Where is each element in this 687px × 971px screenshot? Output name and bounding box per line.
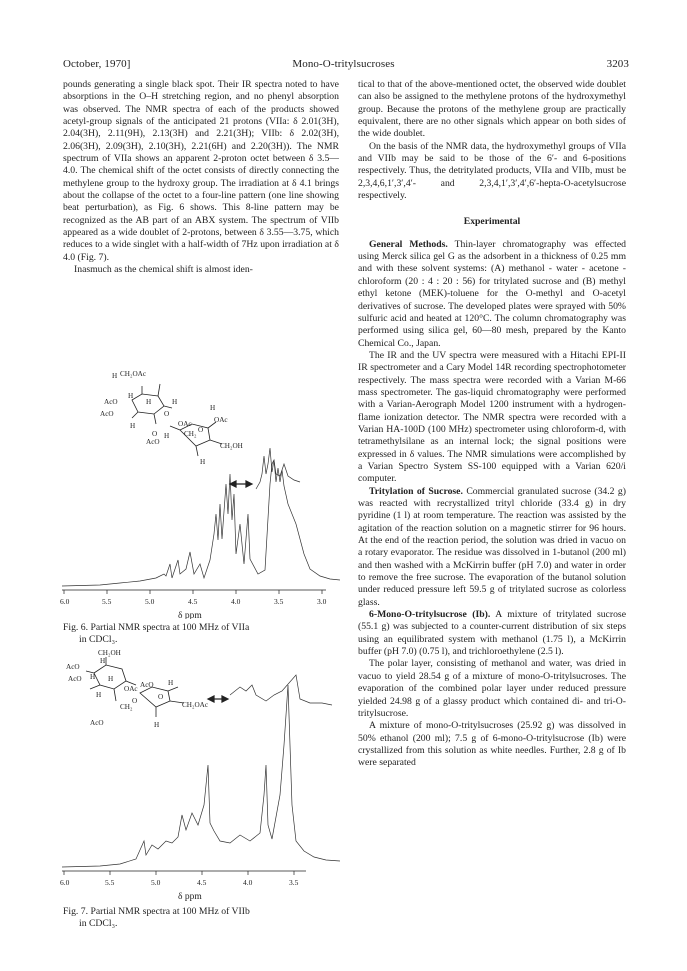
fig7-caption-line2: in CDCl₃. xyxy=(79,918,118,930)
header-date: October, 1970] xyxy=(63,58,131,70)
fig6-tick-label: 5.0 xyxy=(145,597,155,606)
fig6-label: OAc xyxy=(214,416,228,424)
left-column xyxy=(63,79,339,277)
fig7-spectrum xyxy=(60,645,342,903)
fig6-label: H xyxy=(210,404,216,412)
fig6-spectrum xyxy=(60,364,342,619)
fig6-label: O xyxy=(198,426,204,434)
paragraph-mixture: A mixture of mono-O-tritylsucroses (25.92 g) was dissolved in 50% ethanol (200 ml); 7.5 g of 6-mono-O-tritylsucrose (Ib) were crystallized from this solution as white needles. Further, 2.8 g of Ib were separated xyxy=(358,720,626,769)
fig7-label: H xyxy=(154,721,160,729)
paragraph-mono-trityl xyxy=(358,609,626,658)
paragraph-nmr-basis: On the basis of the NMR data, the hydroxymethyl groups of VIIa and VIIb may be said to be those of the 6′- and 6-positions respectively. Thus, the detritylated products, VIIa and VIIb, must be 2,3,4,6,1′,3′,4′- and 2,3,4,1′,3′,4′,6′-hepta-O-acetylsucrose respectively. xyxy=(358,140,626,202)
fig7-caption xyxy=(63,906,339,931)
fig6-label: H xyxy=(172,398,178,406)
fig6-ticks xyxy=(64,590,322,594)
fig7-tick-label: 4.0 xyxy=(243,878,253,887)
paragraph-nmr-results: pounds generating a single black spot. Their IR spectra noted to have absorptions in the O–H stretching region, and no phenyl absorption was observed. The NMR spectra of each of the products showed acetyl-group signals of the anticipated 21 protons (VIIa: δ 2.01(3H), 2.04(3H), 2.11(9H), 2.13(3H) and 2.21(3H); VIIb: δ 2.02(3H), 2.06(3H), 2.09(3H), 2.10(3H), 2.21(6H) and 2.20(3H)). The NMR spectrum of VIIa shows an apparent 2-proton octet between δ 3.5—4.0. The chemical shift of the octet consists of directly connecting the methylene group to the hydroxy group. The irradiation at δ 4.1 brings about the collapse of the octet to a four-line pattern (one line showing beat perturbation), as Fig. 6 shows. This 8-line pattern may be recognized as the AB part of an ABX system. The spectrum of VIIb appeared as a wide doublet of 2-protons, between δ 3.55—3.75, which reduces to a wide singlet with a half-width of 7Hz upon irradiation at δ 4.0 (Fig. 7). xyxy=(63,79,339,263)
header-title: Mono-O-tritylsucroses xyxy=(292,58,395,70)
fig6-tick-label: 4.5 xyxy=(188,597,198,606)
fig6-caption-line2: in CDCl₃. xyxy=(79,634,118,646)
fig6-label: AcO xyxy=(104,398,118,406)
figure-6 xyxy=(60,364,342,642)
fig6-spectrum-trace xyxy=(62,460,340,586)
paragraph-tritylation xyxy=(358,486,626,609)
fig7-label: H xyxy=(100,657,106,665)
fig6-label: H xyxy=(200,458,206,466)
fig6-label: OAc xyxy=(178,420,192,428)
fig6-label: AcO xyxy=(100,410,114,418)
fig7-label: AcO xyxy=(68,675,82,683)
fig7-label: AcO xyxy=(90,719,104,727)
fig6-label: H xyxy=(146,398,152,406)
fig7-label: O xyxy=(132,697,138,705)
fig7-spectrum-trace xyxy=(62,685,340,867)
header-page-number: 3203 xyxy=(606,58,629,70)
fig7-tick-label: 6.0 xyxy=(60,878,70,887)
fig7-tick-label: 3.5 xyxy=(289,878,299,887)
fig7-caption-label: Fig. 7. xyxy=(63,906,89,917)
fig7-tick-label: 5.0 xyxy=(151,878,161,887)
figure-7 xyxy=(60,645,342,931)
fig7-label: CH₂OAc xyxy=(182,701,209,709)
fig7-label: AcO xyxy=(66,663,80,671)
fig6-tick-label: 6.0 xyxy=(60,597,70,606)
mono-trityl-heading: 6-Mono-O-tritylsucrose (Ib). xyxy=(369,609,491,621)
paragraph-polar-layer: The polar layer, consisting of methanol and water, was dried in vacuo to yield 28.54 g of a mixture of mono-O-tritylsucroses. The evaporation of the combined polar layer under reduced pressure yielded 24.98 g of a glassy product which contained di- and tri-O-tritylsucrose. xyxy=(358,658,626,719)
fig6-label: H xyxy=(164,432,170,440)
paragraph-octet: tical to that of the above-mentioned octet, the observed wide doublet can also be assigned to the methylene protons of the hydroxymethyl group. Because the protons of the methylene group are practically equivalent, there are no other signals which appear on both sides of the wide doublet. xyxy=(358,79,626,140)
fig7-tick-label: 5.5 xyxy=(105,878,115,887)
fig7-label: H xyxy=(96,691,102,699)
fig6-label: CH₂ xyxy=(184,430,197,438)
fig7-ticks xyxy=(64,871,294,875)
fig6-caption-label: Fig. 6. xyxy=(63,622,89,633)
fig7-double-arrow-icon xyxy=(208,696,228,702)
fig7-tick-label: 4.5 xyxy=(197,878,207,887)
fig7-caption-text: Partial NMR spectra at 100 MHz of VIIb xyxy=(90,906,250,917)
fig6-label: AcO xyxy=(146,438,160,446)
fig6-tick-label: 5.5 xyxy=(102,597,112,606)
tritylation-text: Commercial granulated sucrose (34.2 g) was reacted with recrystallized trityl chloride (33.4 g) in dry pyridine (1 l) at room temperature. The reaction was assisted by the agitation of the reaction solution on a magnetic stirrer for 96 hours. At the end of the reaction period, the solution was dried in vacuo on a rotary evaporator. The residue was dissolved in 1-butanol (200 ml) and then washed with a McKirrin buffer (pH 7.0) and water in order to remove the free sucrose. The evaporation of the butanol solution under reduced pressure left 59.5 g of tritylated sucrose as colorless glass. xyxy=(358,485,626,608)
fig7-label: H xyxy=(108,675,114,683)
fig7-label: CH₂ xyxy=(120,703,133,711)
general-methods-text: Thin-layer chromatography was effected using Merck silica gel G as the adsorbent in a thickness of 0.25 mm and with these solvent systems: (A) methanol - water - acetone - chloroform (20 : 4 : 20 : 56) for tritylated sucrose and (B) methyl ethyl ketone (MEK)-toluene for the O-methyl and O-acetyl derivatives of sucrose. The developed plates were sprayed with 50% sulfuric acid and heated at 120°C. The column chromatography was performed using silica gel, 60—80 mesh, prepared by the Kanto Chemical Co., Japan. xyxy=(358,238,627,349)
fig7-structure-labels xyxy=(66,649,208,729)
fig6-label: CH₂OH xyxy=(220,442,243,450)
fig6-label: O xyxy=(152,430,158,438)
fig6-axis-title: δ ppm xyxy=(178,611,202,619)
fig7-axis-title: δ ppm xyxy=(178,892,202,902)
fig6-caption-text: Partial NMR spectra at 100 MHz of VIIa xyxy=(90,622,250,633)
fig7-label: H xyxy=(90,673,96,681)
fig6-label: H xyxy=(112,372,118,380)
fig6-double-arrow-icon xyxy=(230,481,252,487)
fig6-tick-label: 3.5 xyxy=(274,597,284,606)
fig6-tick-label: 4.0 xyxy=(231,597,241,606)
section-title-experimental: Experimental xyxy=(463,216,521,228)
fig6-tick-label: 3.0 xyxy=(317,597,327,606)
fig6-label: H xyxy=(128,392,134,400)
paragraph-chemical-shift: Inasmuch as the chemical shift is almost iden- xyxy=(74,264,253,276)
fig7-inset-trace xyxy=(230,675,332,705)
fig6-caption xyxy=(63,622,339,647)
fig6-label: H xyxy=(130,422,136,430)
general-methods-heading: General Methods. xyxy=(369,238,448,250)
fig6-label: CH₂OAc xyxy=(120,370,147,378)
paragraph-general-methods xyxy=(358,239,626,350)
fig7-label: AcO xyxy=(140,681,154,689)
mono-trityl-text: A mixture of tritylated sucrose (55.1 g) was subjected to a counter-current distribution of six steps using an equilibrated system with methanol (1.75 l), a McKirrin buffer (pH 7.0) (0.75 l), and trichloroethylene (2.5 l). xyxy=(358,609,626,658)
right-column xyxy=(358,79,626,770)
fig7-label: CH₂OH xyxy=(98,649,121,657)
fig7-label: O xyxy=(158,693,164,701)
fig7-label: H xyxy=(168,679,174,687)
fig7-label: OAc xyxy=(124,685,138,693)
tritylation-heading: Tritylation of Sucrose. xyxy=(369,485,463,497)
fig6-label: O xyxy=(164,410,170,418)
paragraph-instruments: The IR and the UV spectra were measured with a Hitachi EPI-II IR spectrometer and a Cary Model 14R recording spectrophotometer respectively. The mass spectra were recorded with a Varian M-66 mass spectrometer. The gas-liquid chromatography were performed with a Varian-Aerograph Model 1200 instrument with a hydrogen-flame ionization detector. The NMR spectra were recorded with a Varian HA-100D (100 MHz) spectrometer using chloroform-d, with tetramethylsilane as an internal lock; the signal positions were expressed in δ values. The NMR simulations were accomplished by a Varian Spectro System SS-100 equipped with a Varian 620/i computer. xyxy=(358,349,626,485)
fig6-structure-labels xyxy=(100,370,243,466)
